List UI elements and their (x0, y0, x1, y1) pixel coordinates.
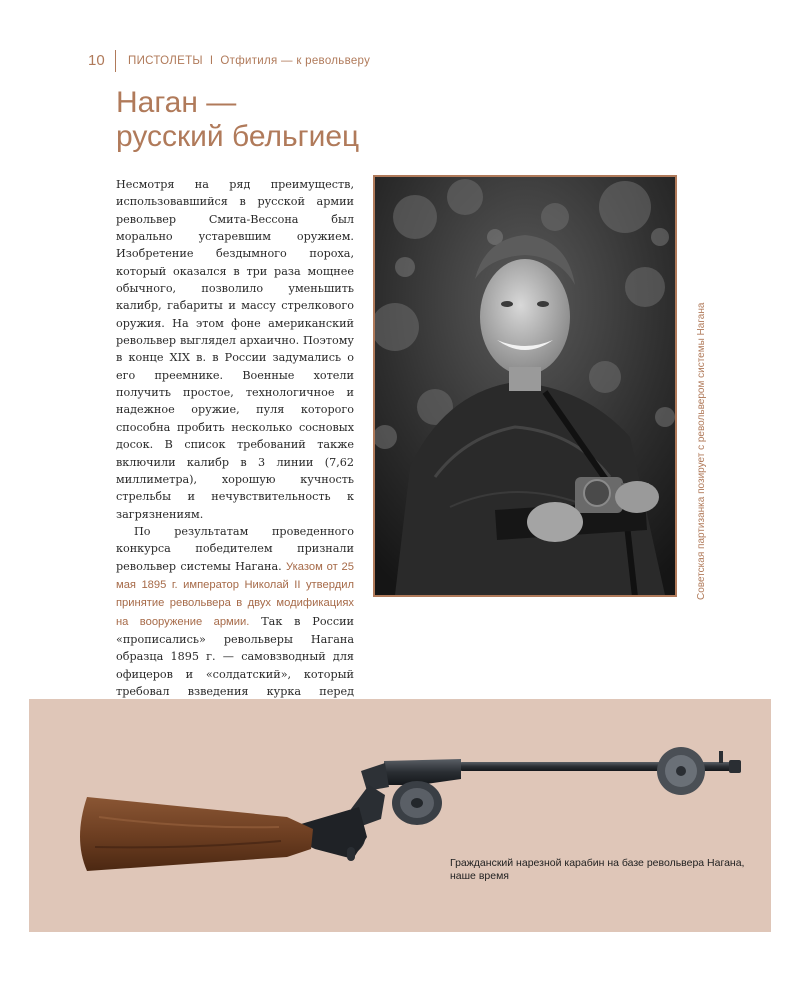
page-title (116, 86, 416, 154)
rifle-band (29, 699, 771, 932)
photo-caption: Советская партизанка позирует с револьвером системы Нагана (696, 302, 707, 600)
page-number: 10 (88, 52, 105, 69)
title-line-1: Наган — (116, 86, 237, 119)
paragraph-2-end: Так в России «прописались» револьверы Нагана образца 1895 г. — самовзводный для офицеров и «солдатский», который требовал взведения курка перед (116, 614, 355, 698)
paragraph-2-start: По результатам проведенного конкурса победителем признали револьвер системы Нагана. (116, 524, 354, 573)
highlighted-decree: Указом от 25 мая 1895 г. император Николай II утвердил принятие револьвера в двух модификациях на вооружение армии. (116, 560, 354, 628)
partisan-photo-illustration (375, 177, 675, 595)
partisan-photo (373, 175, 677, 597)
header-divider (115, 50, 116, 72)
header-section-label: ПИСТОЛЕТЫ (128, 55, 203, 67)
title-line-2: русский бельгиец (116, 120, 360, 153)
paragraph-1: Несмотря на ряд преимуществ, использовавшийся в русской армии револьвер Смита-Вессона был морально устаревшим оружием. Изобретение бездымного пороха, который оказался в три раза мощнее обычного, позволило уменьшить калибр, габариты и массу стрелкового оружия. На этом фоне американский револьвер выглядел архаично. Поэтому в конце XIX в. в России задумались о его преемнике. Военные хотели получить простое, технологичное и надежное оружие, пуля которого способна пробить несколько сосновых досок. В список требований также включили калибр в 3 линии (7,62 миллиметра), хорошую кучность стрельбы и нечувствительность к загрязнениям. (116, 178, 354, 521)
running-header (0, 50, 800, 72)
body-text (116, 176, 354, 735)
header-chapter: Отфитиля — к револьверу (220, 55, 371, 67)
revolver-carbine-illustration (29, 699, 771, 932)
header-section (128, 55, 370, 67)
rifle-caption: Гражданский нарезной карабин на базе револьвера Нагана, наше время (450, 857, 745, 882)
header-separator: I (209, 55, 214, 67)
